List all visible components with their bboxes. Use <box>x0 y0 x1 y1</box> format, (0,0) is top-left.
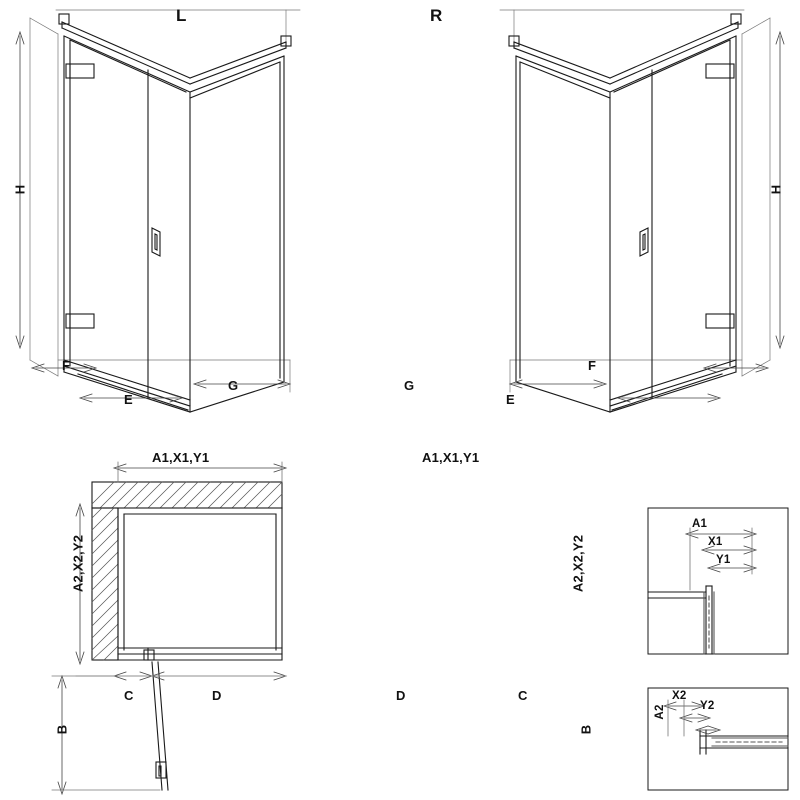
label-view-left: L <box>176 6 187 25</box>
label-iso-right-e: E <box>506 392 515 407</box>
label-plan-left-top: A1,X1,Y1 <box>152 450 210 465</box>
label-detail-y2: Y2 <box>700 700 715 712</box>
label-iso-left-g: G <box>228 378 239 393</box>
label-plan-left-b: B <box>54 724 70 735</box>
label-iso-left-h: H <box>12 184 28 195</box>
label-detail-y1: Y1 <box>716 554 731 566</box>
label-plan-right-b: B <box>578 724 594 735</box>
label-iso-left-e: E <box>124 392 133 407</box>
label-detail-x2: X2 <box>672 690 687 702</box>
label-plan-left-side: A2,X2,Y2 <box>70 534 86 593</box>
label-iso-right-h: H <box>768 184 784 195</box>
label-detail-a2: A2 <box>654 704 666 720</box>
detail-bottom-view <box>648 688 788 790</box>
label-plan-right-top: A1,X1,Y1 <box>422 450 480 465</box>
label-iso-right-g: G <box>404 378 415 393</box>
label-plan-right-side: A2,X2,Y2 <box>570 534 586 593</box>
plan-left-view <box>52 462 286 794</box>
label-plan-right-c: C <box>518 688 528 703</box>
label-iso-left-f: F <box>62 358 71 373</box>
label-detail-a1: A1 <box>692 518 708 530</box>
label-detail-x1: X1 <box>708 536 723 548</box>
iso-right-view <box>500 10 784 412</box>
label-plan-right-d: D <box>396 688 406 703</box>
detail-top-view <box>648 508 788 654</box>
label-plan-left-d: D <box>212 688 222 703</box>
label-view-right: R <box>430 6 443 25</box>
iso-left-view <box>16 10 300 412</box>
label-iso-right-f: F <box>588 358 597 373</box>
label-plan-left-c: C <box>124 688 134 703</box>
